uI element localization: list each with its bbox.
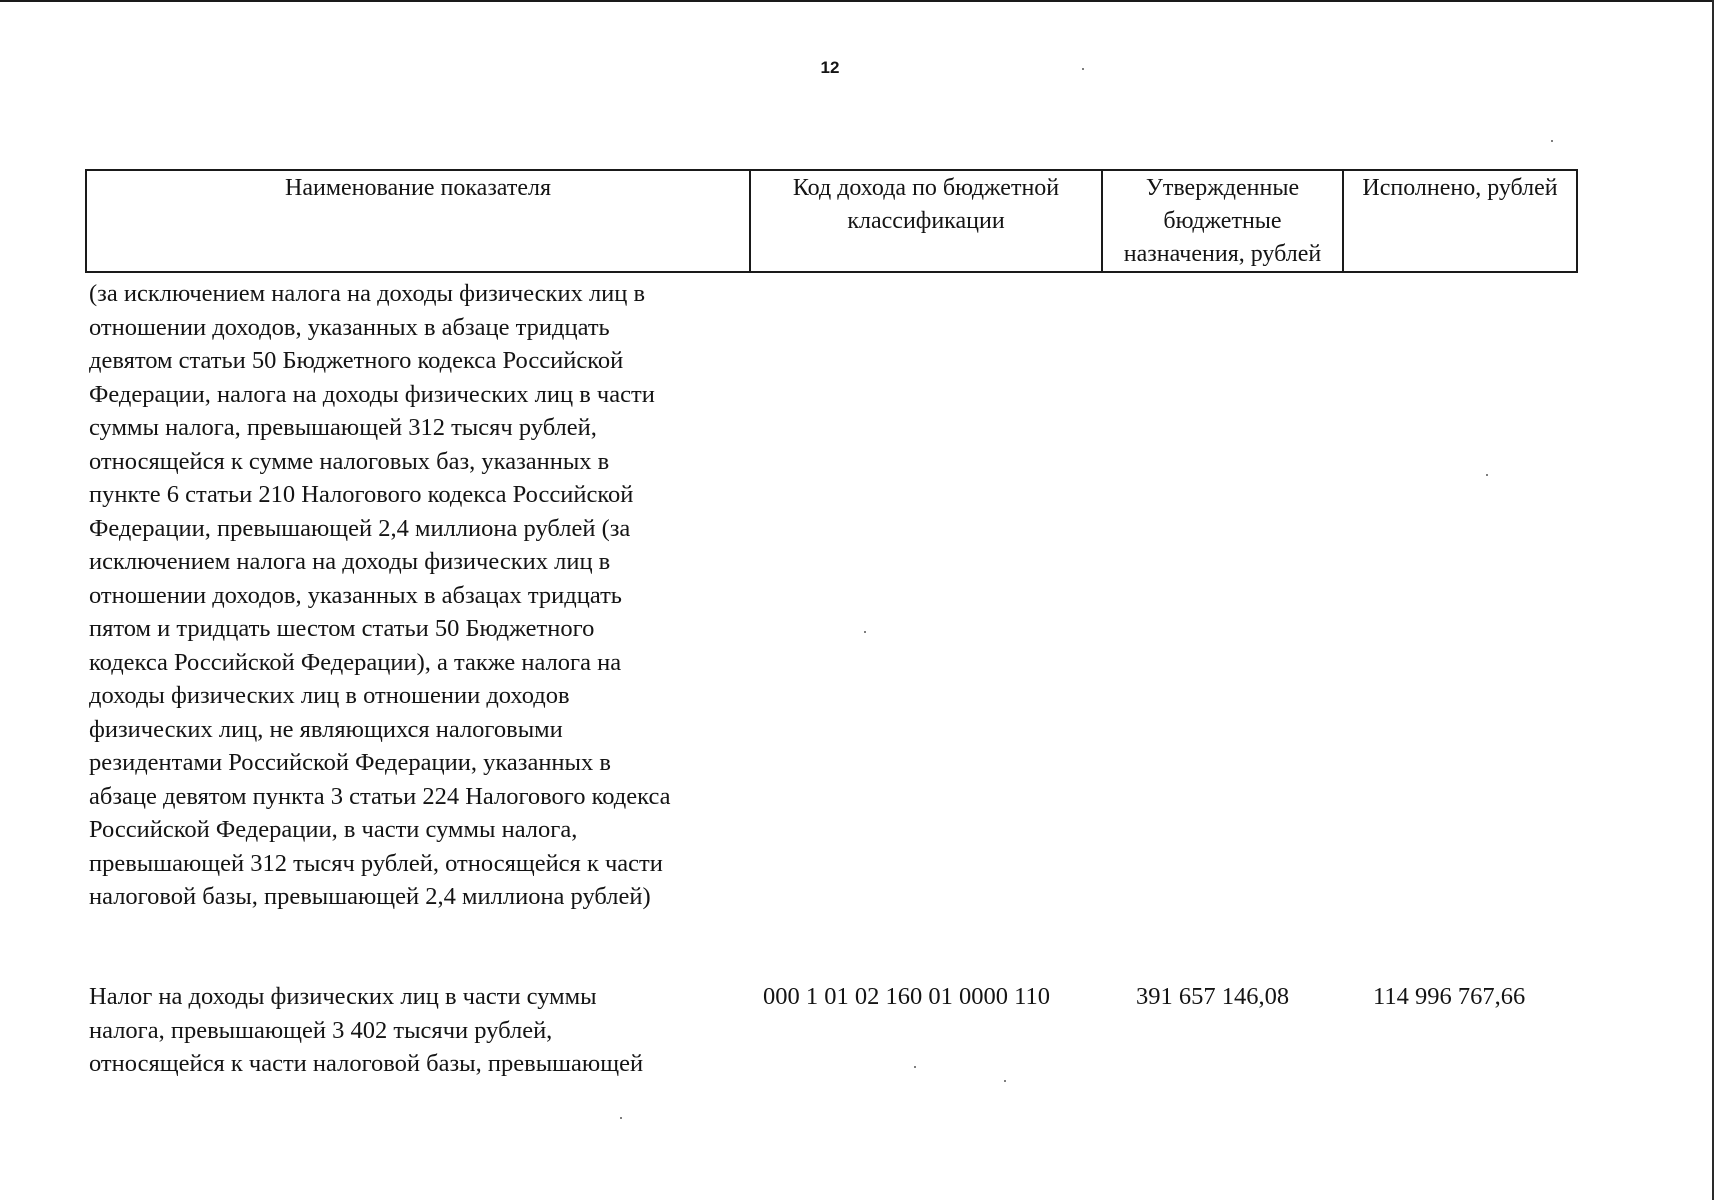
scan-speck [864, 631, 866, 633]
text-line: отношении доходов, указанных в абзаце тридцать [89, 313, 610, 341]
text-line: (за исключением налога на доходы физических лиц в [89, 280, 646, 307]
table-row-2-plan: 391 657 146,08 [1136, 983, 1290, 1010]
text-line: отношении доходов, указанных в абзацах тридцать [89, 581, 622, 609]
text-line: Российской Федерации, в части суммы налога, [89, 816, 578, 843]
text-line: суммы налога, превышающей 312 тысяч рублей, [89, 414, 597, 441]
scan-speck [1082, 68, 1084, 70]
text-line: доходы физических лиц в отношении доходов [89, 682, 570, 709]
text-line: исключением налога на доходы физических лиц в [89, 548, 611, 575]
page-number: 12 [820, 58, 840, 77]
header-name: Наименование показателя [86, 170, 750, 272]
scan-edge-top [0, 0, 1714, 2]
table-row-2-code: 000 1 01 02 160 01 0000 110 [763, 983, 1050, 1010]
text-line: резидентами Российской Федерации, указанных в [89, 749, 611, 776]
text-line: превышающей 312 тысяч рублей, относящейся к части [89, 849, 663, 877]
table-row-1-name [89, 277, 769, 914]
text-line: Федерации, превышающей 2,4 миллиона рублей (за [89, 514, 631, 542]
table-row-2-done: 114 996 767,66 [1373, 983, 1526, 1010]
text-line: налога, превышающей 3 402 тысячи рублей, [89, 1016, 553, 1044]
text-line: пятом и тридцать шестом статьи 50 Бюджетного [89, 615, 595, 642]
scan-speck [1004, 1080, 1006, 1082]
text-line: кодекса Российской Федерации), а также налога на [89, 648, 622, 676]
scan-speck [1486, 474, 1488, 476]
scan-speck [620, 1117, 622, 1119]
header-plan: Утвержденные бюджетные назначения, рублей [1102, 170, 1343, 272]
text-line: девятом статьи 50 Бюджетного кодекса Российской [89, 347, 624, 374]
text-line: относящейся к сумме налоговых баз, указанных в [89, 447, 610, 475]
table-row-2-name [89, 980, 769, 1081]
text-line: Налог на доходы физических лиц в части суммы [89, 983, 597, 1010]
text-line: абзаце девятом пункта 3 статьи 224 Налогового кодекса [89, 782, 671, 810]
scan-speck [1551, 140, 1553, 142]
scan-speck [914, 1066, 916, 1068]
text-line: относящейся к части налоговой базы, превышающей [89, 1050, 644, 1077]
header-code: Код дохода по бюджетной классификации [750, 170, 1102, 272]
text-line: пункте 6 статьи 210 Налогового кодекса Российской [89, 481, 634, 508]
header-done: Исполнено, рублей [1343, 170, 1577, 272]
table-header [85, 169, 1578, 273]
text-line: физических лиц, не являющихся налоговыми [89, 715, 563, 743]
header-row [86, 170, 1577, 272]
text-line: Федерации, налога на доходы физических лиц в части [89, 380, 655, 408]
text-line: налоговой базы, превышающей 2,4 миллиона рублей) [89, 883, 651, 910]
